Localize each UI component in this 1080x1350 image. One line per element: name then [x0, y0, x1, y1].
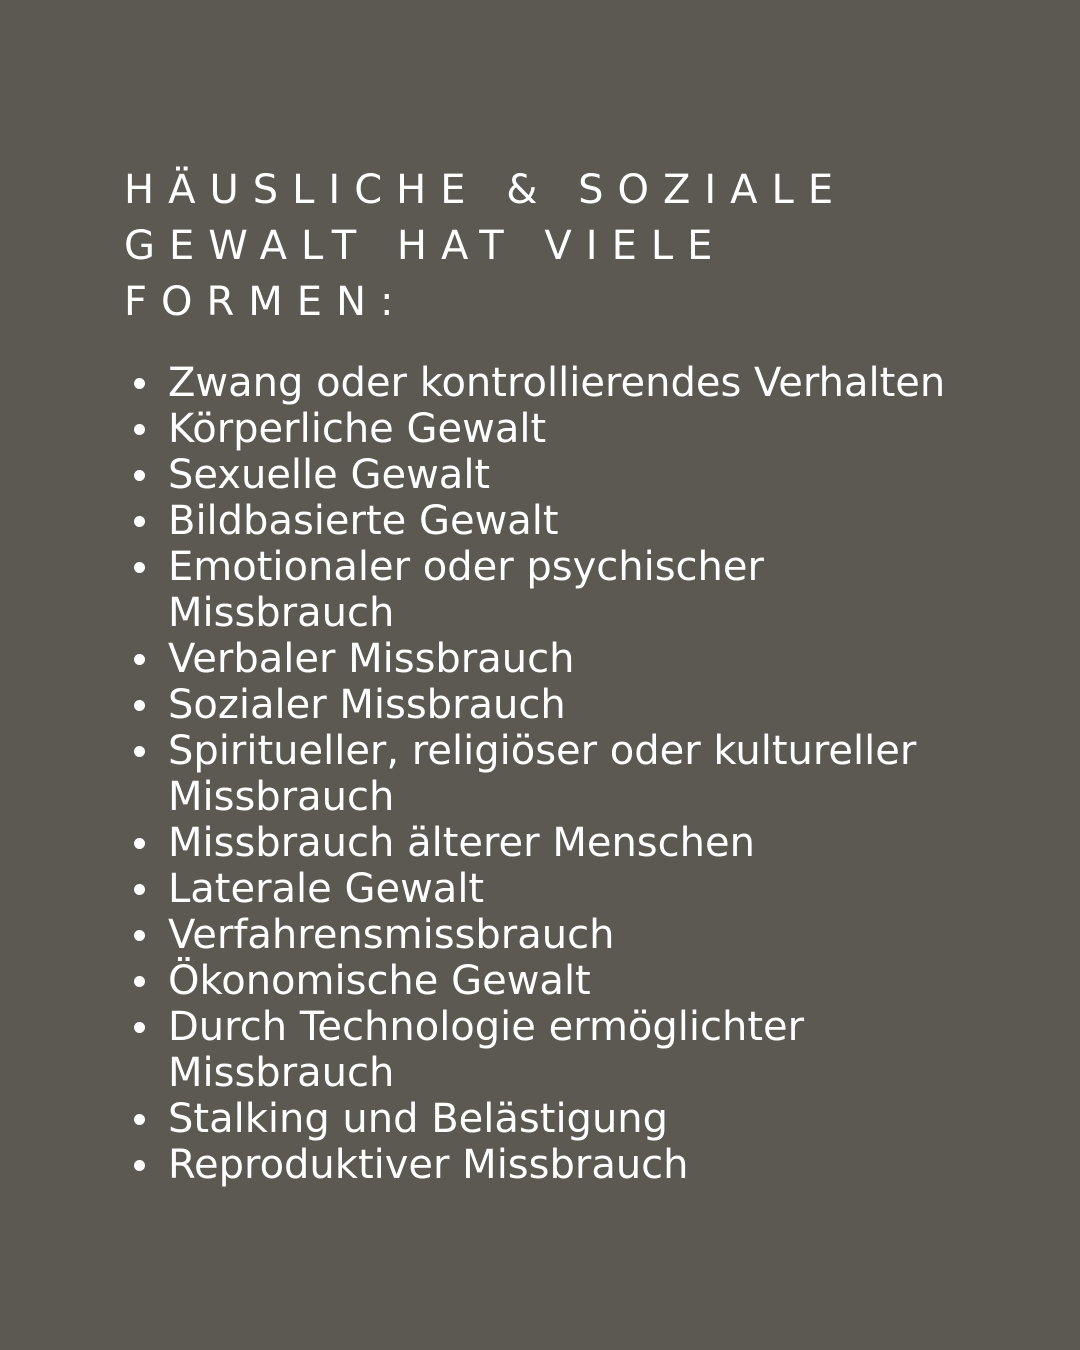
list-item-label: Sozialer Missbrauch — [168, 682, 566, 728]
list-item — [124, 728, 984, 820]
list-item — [124, 636, 984, 682]
list-item — [124, 682, 984, 728]
bullet-icon — [134, 700, 145, 711]
list-item-label: Durch Technologie ermöglichter Missbrauch — [168, 1004, 805, 1096]
list-item — [124, 820, 984, 866]
list-item-label: Ökonomische Gewalt — [168, 958, 591, 1004]
list-item-label: Reproduktiver Missbrauch — [168, 1142, 689, 1188]
list-item — [124, 1142, 984, 1188]
bullet-icon — [134, 1160, 145, 1171]
page-title: HÄUSLICHE & SOZIALE GEWALT HAT VIELE FORMEN: — [124, 167, 848, 325]
list-item-label: Verbaler Missbrauch — [168, 636, 575, 682]
list-item — [124, 360, 984, 406]
list-item — [124, 498, 984, 544]
list-item — [124, 866, 984, 912]
list-item-label: Körperliche Gewalt — [168, 406, 547, 452]
bullet-icon — [134, 838, 145, 849]
bullet-icon — [134, 654, 145, 665]
list-item — [124, 958, 984, 1004]
list-item-label: Bildbasierte Gewalt — [168, 498, 559, 544]
list-item — [124, 544, 984, 636]
bullet-icon — [134, 470, 145, 481]
list-item — [124, 1096, 984, 1142]
bullet-icon — [134, 424, 145, 435]
bullet-icon — [134, 378, 145, 389]
list-item-label: Verfahrensmissbrauch — [168, 912, 615, 958]
bullet-icon — [134, 516, 145, 527]
list-item — [124, 1004, 984, 1096]
list-item-label: Spiritueller, religiöser oder kultureller Missbrauch — [168, 728, 917, 820]
bullet-icon — [134, 976, 145, 987]
list-item-label: Stalking und Belästigung — [168, 1096, 669, 1142]
list-item-label: Missbrauch älterer Menschen — [168, 820, 755, 866]
violence-forms-list — [124, 360, 984, 1188]
bullet-icon — [134, 746, 145, 757]
list-item — [124, 452, 984, 498]
bullet-icon — [134, 930, 145, 941]
bullet-icon — [134, 884, 145, 895]
list-item-label: Zwang oder kontrollierendes Verhalten — [168, 360, 946, 406]
bullet-icon — [134, 1022, 145, 1033]
list-item — [124, 406, 984, 452]
list-item — [124, 912, 984, 958]
bullet-icon — [134, 562, 145, 573]
list-item-label: Laterale Gewalt — [168, 866, 485, 912]
bullet-icon — [134, 1114, 145, 1125]
list-item-label: Sexuelle Gewalt — [168, 452, 491, 498]
list-item-label: Emotionaler oder psychischer Missbrauch — [168, 544, 764, 636]
